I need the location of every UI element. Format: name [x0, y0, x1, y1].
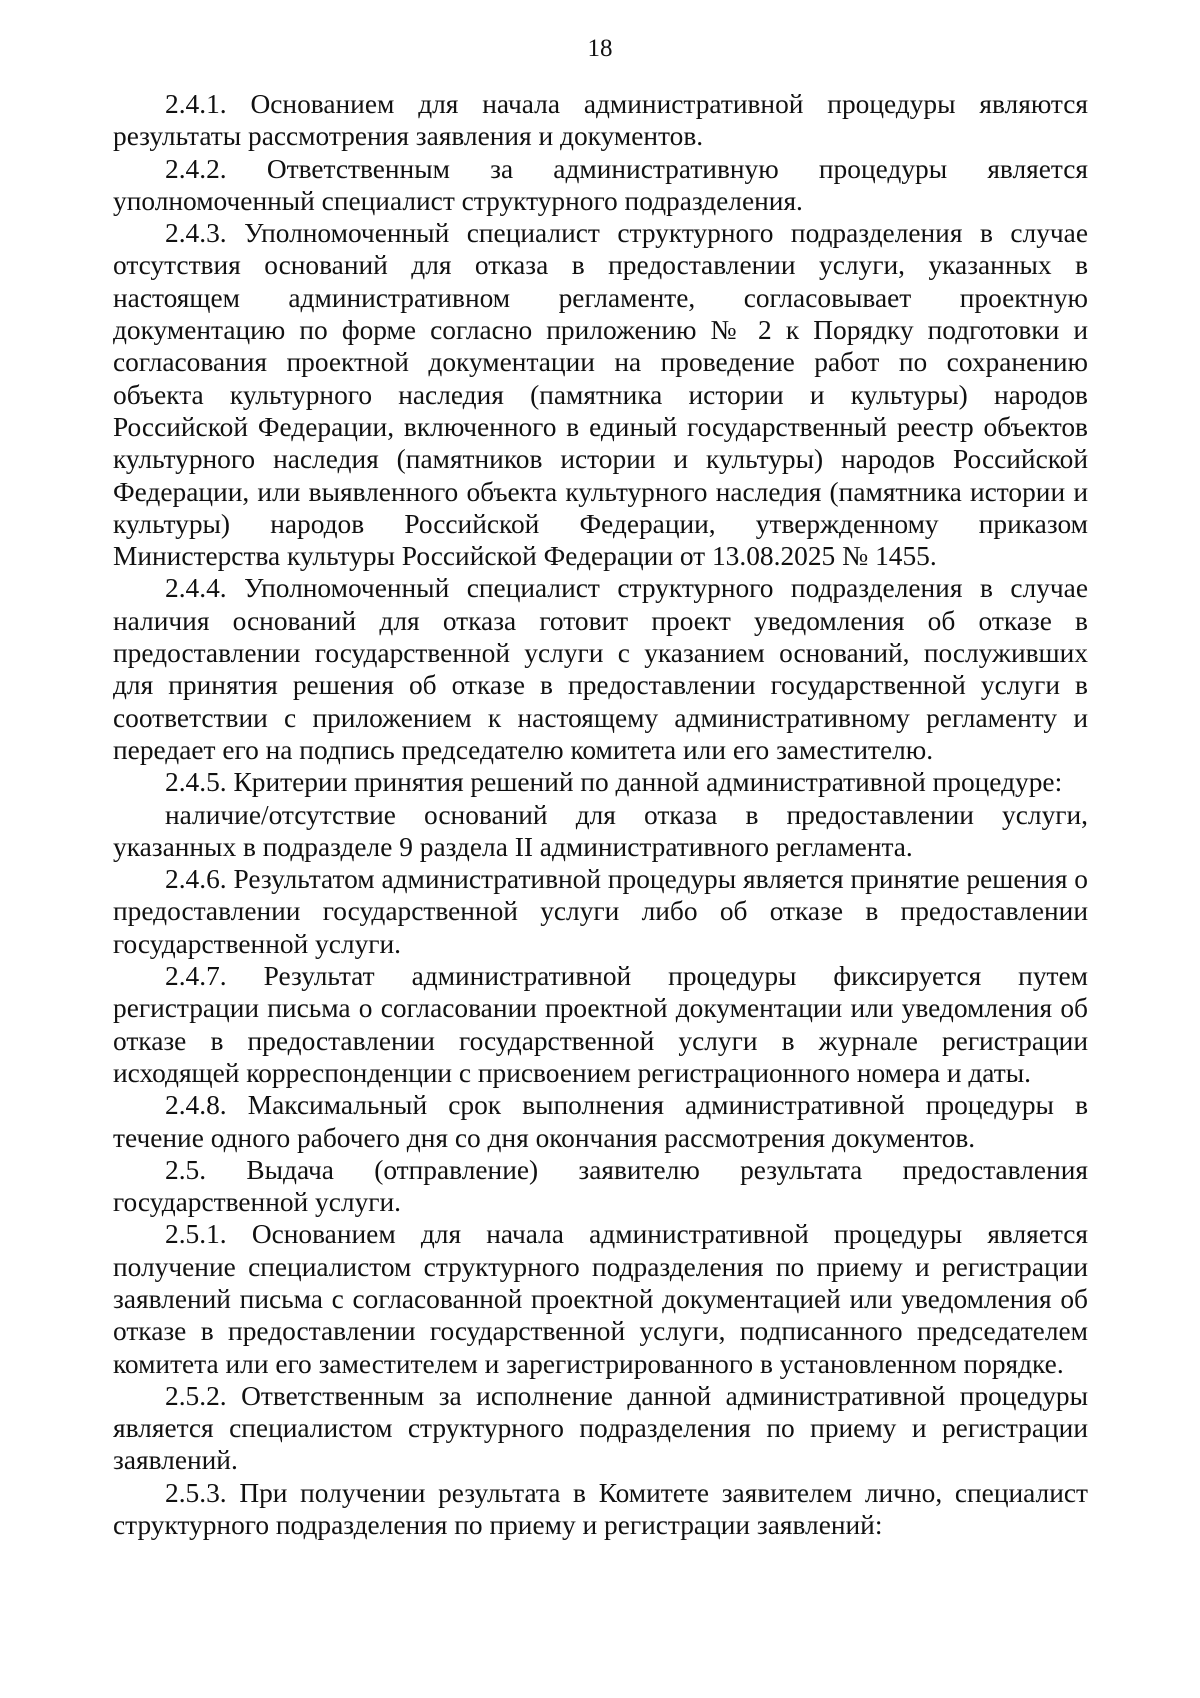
paragraph-2-4-4: 2.4.4. Уполномоченный специалист структурного подразделения в случае наличия оснований для отказа готовит проект уведомления об отказе в предоставлении государственной услуги с указанием оснований, послуживших для принятия решения об отказе в предоставлении государственной услуги в соответствии с приложением к настоящему административному регламенту и передает его на подпись председателю комитета или его заместителю.: [113, 573, 1088, 765]
paragraph-2-4-5: 2.4.5. Критерии принятия решений по данной административной процедуре:: [165, 767, 1063, 798]
document-body: [113, 88, 1088, 1541]
paragraph-2-5-3: 2.5.3. При получении результата в Комитете заявителем лично, специалист структурного подразделения по приему и регистрации заявлений:: [113, 1477, 1088, 1541]
paragraph-2-5-1: 2.5.1. Основанием для начала административной процедуры является получение специалистом структурного подразделения по приему и регистрации заявлений письма с согласованной проектной документацией или уведомления об отказе в предоставлении государственной услуги, подписанного председателем комитета или его заместителем и зарегистрированного в установленном порядке.: [113, 1219, 1088, 1379]
paragraph-2-5: 2.5. Выдача (отправление) заявителю результата предоставления государственной услуги.: [113, 1154, 1088, 1218]
paragraph-2-4-2: 2.4.2. Ответственным за административную процедуры является уполномоченный специалист структурного подразделения.: [113, 153, 1088, 216]
page-number: 18: [587, 35, 613, 62]
paragraph-criteria: наличие/отсутствие оснований для отказа в предоставлении услуги, указанных в подразделе 9 раздела II административного регламента.: [113, 799, 1088, 862]
paragraph-2-4-1: 2.4.1. Основанием для начала административной процедуры являются результаты рассмотрения заявления и документов.: [113, 89, 1088, 152]
paragraph-2-4-3: 2.4.3. Уполномоченный специалист структурного подразделения в случае отсутствия оснований для отказа в предоставлении услуги, указанных в настоящем административном регламенте, согласовывает проектную документацию по форме согласно приложению № 2 к Порядку подготовки и согласования проектной документации на проведение работ по сохранению объекта культурного наследия (памятника истории и культуры) народов Российской Федерации, включенного в единый государственный реестр объектов культурного наследия (памятников истории и культуры) народов Российской Федерации, или выявленного объекта культурного наследия (памятника истории и культуры) народов Российской Федерации, утвержденному приказом Министерства культуры Российской Федерации от 13.08.2025 № 1455.: [113, 218, 1088, 572]
paragraph-2-4-7: 2.4.7. Результат административной процедуры фиксируется путем регистрации письма о согласовании проектной документации или уведомления об отказе в предоставлении государственной услуги в журнале регистрации исходящей корреспонденции с присвоением регистрационного номера и даты.: [113, 961, 1088, 1088]
paragraph-2-5-2: 2.5.2. Ответственным за исполнение данной административной процедуры является специалистом структурного подразделения по приему и регистрации заявлений.: [113, 1380, 1088, 1476]
paragraph-2-4-8: 2.4.8. Максимальный срок выполнения административной процедуры в течение одного рабочего дня со дня окончания рассмотрения документов.: [113, 1090, 1088, 1153]
paragraph-2-4-6: 2.4.6. Результатом административной процедуры является принятие решения о предоставлении государственной услуги либо об отказе в предоставлении государственной услуги.: [113, 864, 1088, 959]
